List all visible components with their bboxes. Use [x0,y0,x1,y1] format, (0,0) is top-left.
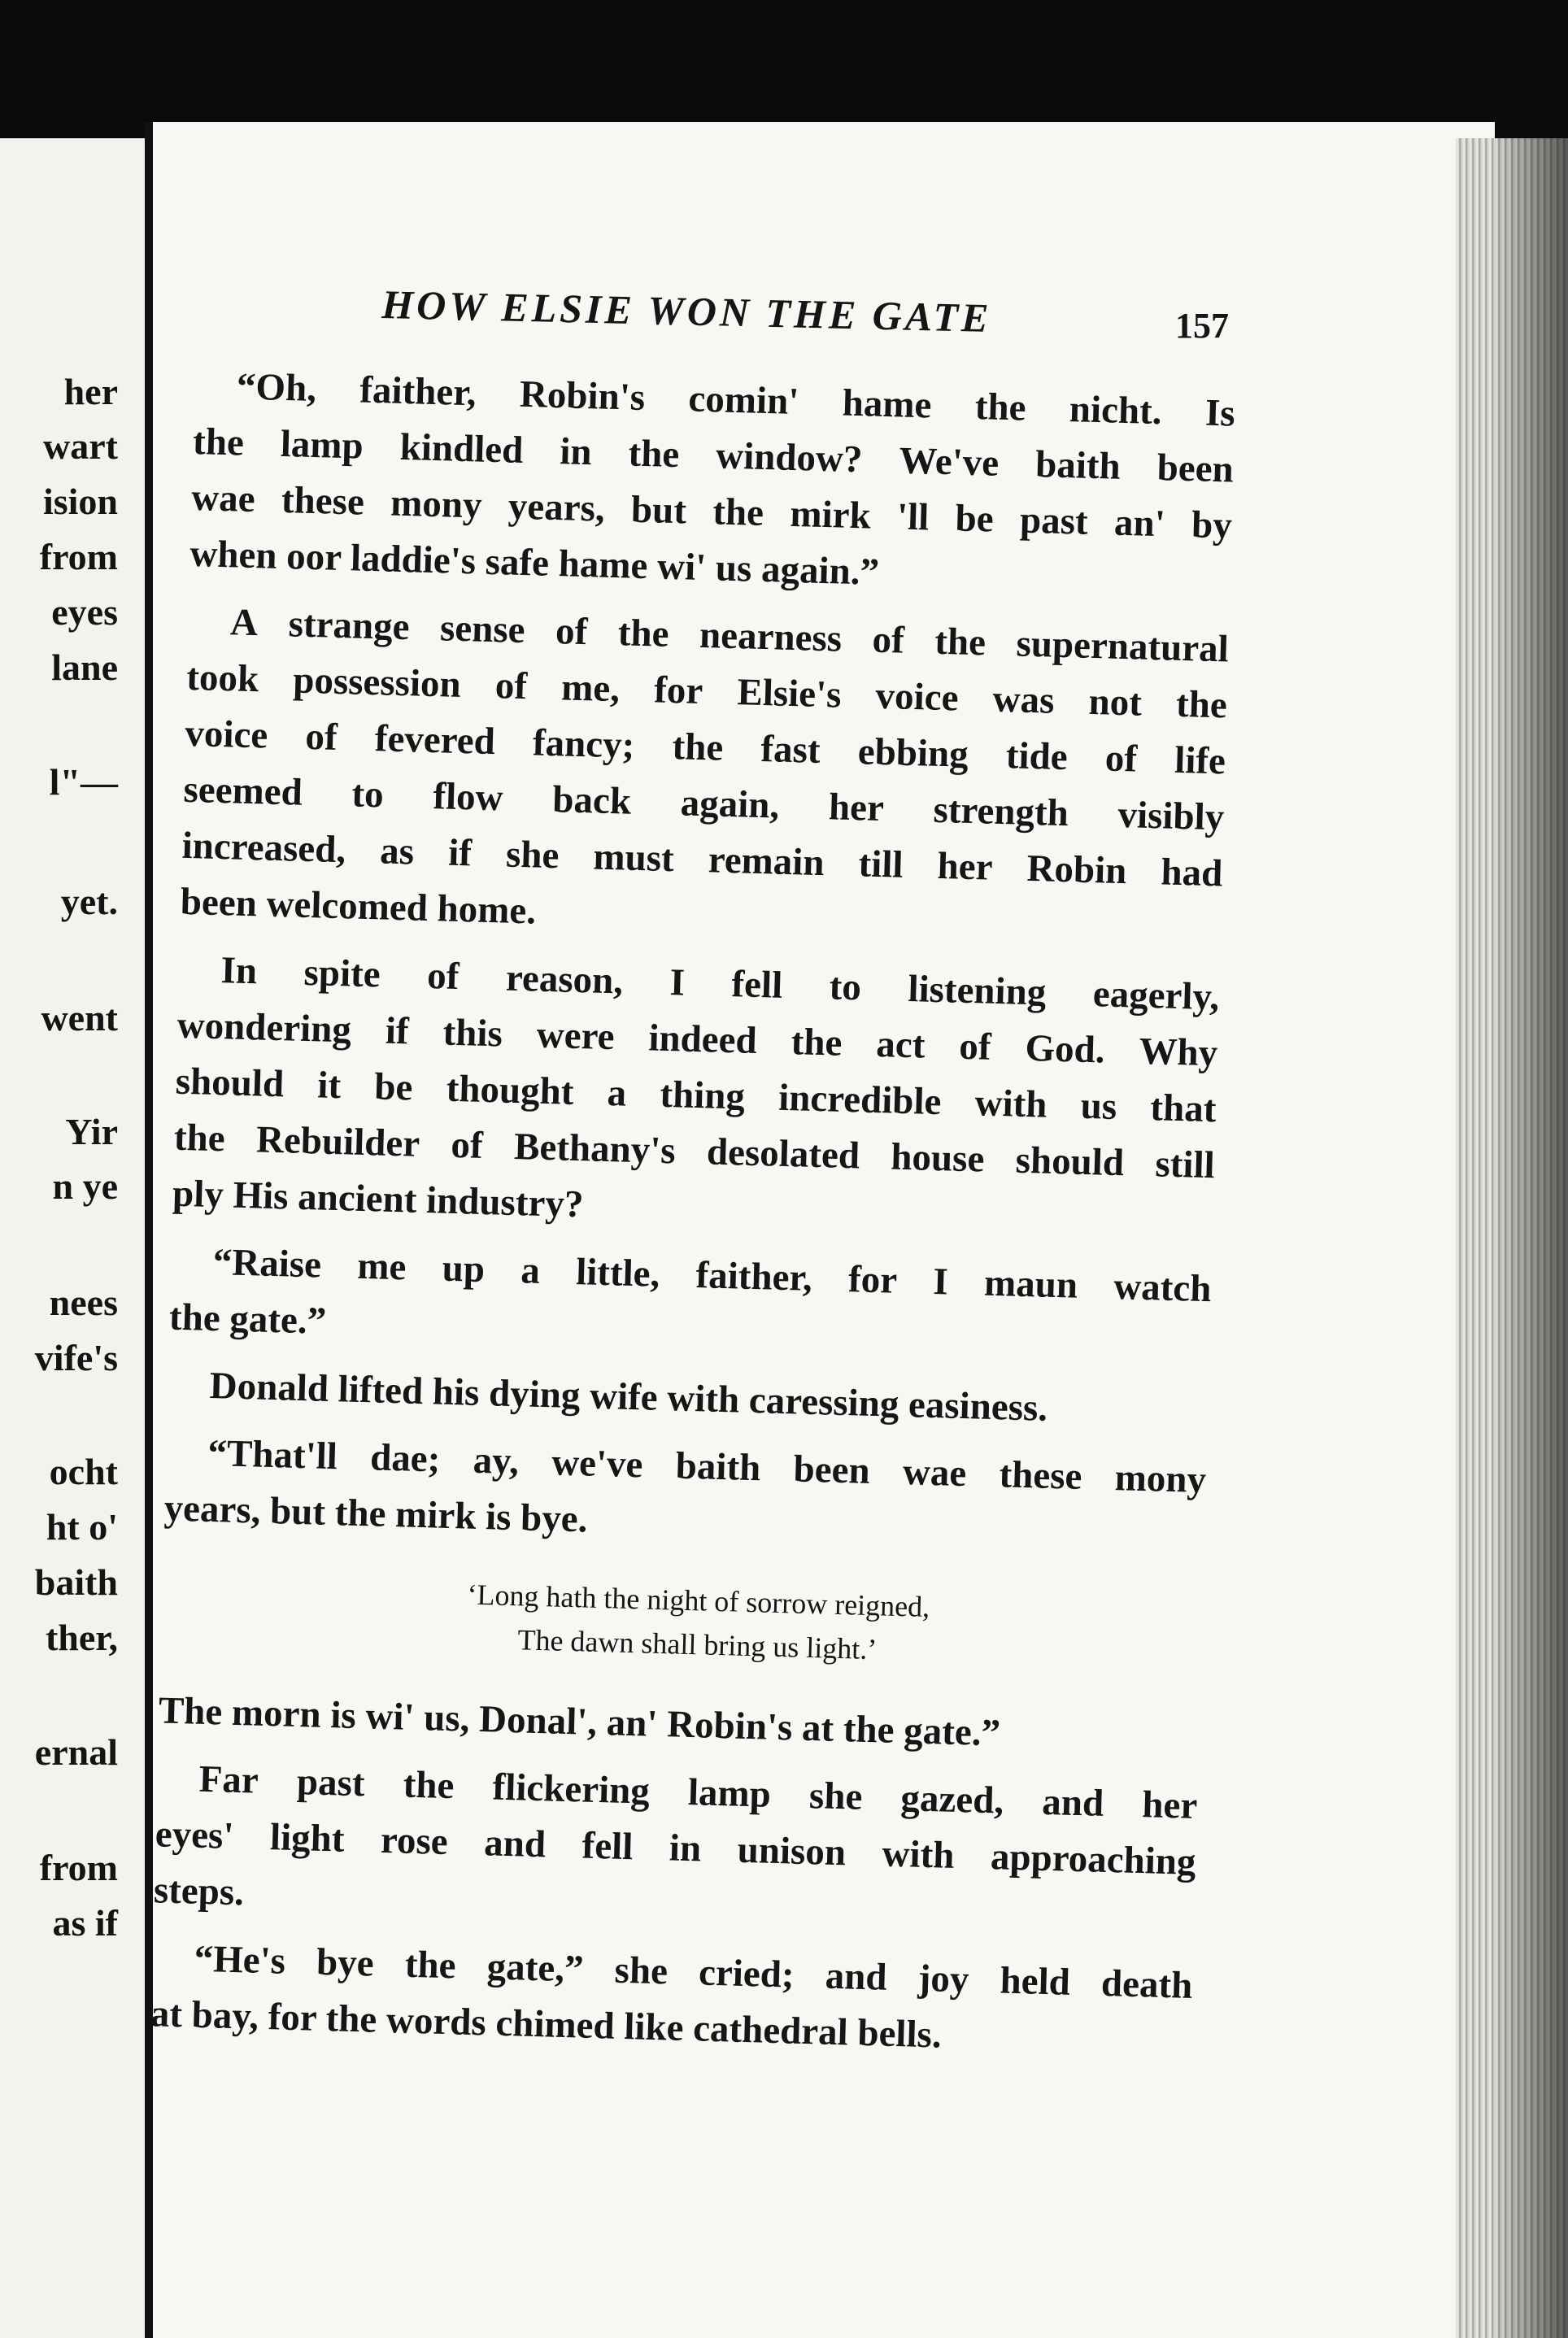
text-line: The morn is wi' us, Donal', an' Robin's at the gate.” [158,1689,1001,1755]
text-line: “That'll dae; ay, we've baith been wae these mony [207,1431,1207,1502]
text-line: should it be thought a thing incredible with us that [175,1060,1217,1131]
text-line: “He's bye the gate,” she cried; and joy held death [194,1937,1193,2007]
left-page-line: as if [52,1902,118,1944]
left-page-line: vife's [34,1337,118,1378]
text-line: increased, as if she must remain till her Robin had [181,824,1223,895]
verse-line: The dawn shall bring us light.’ [516,1623,878,1666]
left-page-line: n ye [52,1165,118,1207]
text-line: the Rebuilder of Bethany's desolated house should still [173,1116,1216,1187]
text-line: been welcomed home. [180,880,537,933]
body-text [150,358,1236,2082]
left-page-line: baith [34,1561,118,1603]
text-line: Donald lifted his dying wife with caressing easiness. [209,1364,1048,1430]
page-number: 157 [1175,306,1229,346]
text-line: voice of fevered fancy; the fast ebbing tide of life [184,712,1226,783]
text-line: seemed to flow back again, her strength visibly [182,768,1225,839]
text-line: years, but the mirk is bye. [163,1487,589,1541]
running-head: HOW ELSIE WON THE GATE [381,281,993,342]
left-page-line: from [39,536,118,577]
left-page-line: lane [51,647,118,688]
left-page-line: ision [42,481,118,522]
left-page-line: l"— [49,761,118,803]
text-line: A strange sense of the nearness of the supernatural [229,601,1230,671]
left-page-line: her [63,371,118,412]
left-page-line: wart [43,425,118,467]
left-facing-page [0,138,146,2338]
text-line: wae these mony years, but the mirk 'll be past an' by [190,476,1233,547]
text-line: at bay, for the words chimed like cathedral bells. [150,1992,943,2057]
left-page-line: yet. [60,881,118,922]
text-line: the lamp kindled in the window? We've baith been [192,420,1235,491]
text-line: steps. [153,1869,245,1914]
page-edge-shadow [1495,138,1568,2338]
left-page-line: eyes [51,591,118,633]
text-line: took possession of me, for Elsie's voice was not the [185,655,1228,727]
text-line: “Raise me up a little, faither, for I maun watch [212,1241,1213,1311]
text-line: In spite of reason, I fell to listening eagerly, [220,949,1220,1019]
left-page-line: nees [49,1282,118,1323]
text-line: “Oh, faither, Robin's comin' hame the nicht. Is [236,365,1236,435]
text-line: ply His ancient industry? [172,1172,585,1226]
left-page-line: from [39,1847,118,1888]
text-line: eyes' light rose and fell in unison with approaching [155,1813,1197,1883]
text-line: the gate.” [168,1295,327,1343]
left-page-line: went [41,997,118,1038]
left-page-line: ht o' [46,1506,118,1548]
left-page-line: ernal [34,1731,118,1773]
left-page-line: ocht [49,1451,118,1492]
left-page-line: ther, [45,1617,118,1658]
text-line: Far past the flickering lamp she gazed, and her [198,1757,1198,1827]
verse-line: ‘Long hath the night of sorrow reigned, [467,1578,930,1623]
text-line: wondering if this were indeed the act of God. Why [176,1004,1218,1075]
left-page-line: Yir [65,1111,118,1152]
text-line: when oor laddie's safe hame wi' us again.” [189,532,880,594]
